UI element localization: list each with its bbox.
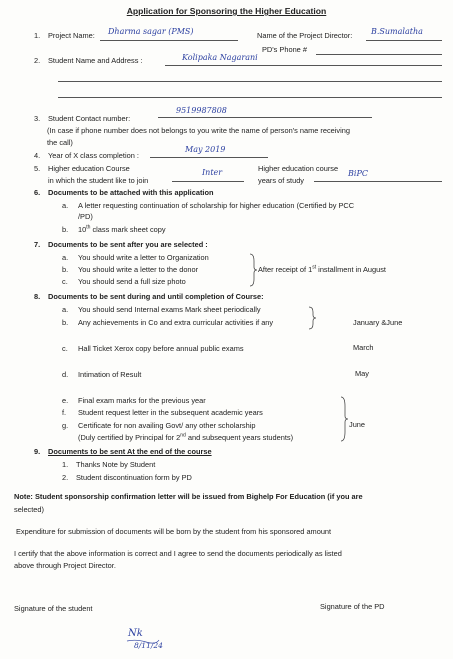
q6-b-letter: b. [62,225,69,234]
certify-line2: above through Project Director. [14,561,116,570]
course-value: Inter [202,168,223,177]
q8-ab-when: January &June [353,318,403,327]
q8-d-when: May [355,369,369,378]
note-line1: Note: Student sponsorship confirmation letter will be issued from Bighelp For Education (if you are [14,492,363,501]
q8-efg-when: June [349,420,366,429]
certify-line1: I certify that the above information is correct and I agree to send the documents periodically as listed [14,549,342,558]
years-of-study-value: BiPC [348,169,368,178]
pd-phone-label: PD's Phone # [262,45,307,54]
q8-e-letter: e. [62,396,69,405]
x-class-year-line [150,157,268,158]
q3-note-line2: the call) [47,138,73,147]
q8-a-text: You should send Internal exams Mark sheet periodically [78,305,261,314]
q9-1-text: Thanks Note by Student [76,460,156,469]
years-of-study-line [314,181,442,182]
pd-phone-line [316,54,442,55]
q9-number: 9. [34,447,41,456]
address-line-2 [58,81,442,82]
q8-f-text: Student request letter in the subsequent academic years [78,408,263,417]
q5-label3: Higher education course [258,164,339,173]
q9-2-text: Student discontinuation form by PD [76,473,192,482]
q6-heading: Documents to be attached with this application [48,188,214,197]
director-value: B.Sumalatha [371,27,423,36]
q7-c-text: You should send a full size photo [78,277,186,286]
note-line2: selected) [14,505,44,514]
project-name-line [100,40,238,41]
q5-label4: years of study [258,176,305,185]
q5-label1: Higher education Course [48,164,130,173]
q8-d-letter: d. [62,370,69,379]
q7-number: 7. [34,240,41,249]
q4-label: Year of X class completion : [48,151,139,160]
q8-e-text: Final exam marks for the previous year [78,396,206,405]
q7-b-text: You should write a letter to the donor [78,265,199,274]
q3-note-line1: (In case if phone number does not belongs to you write the name of person's name receiving [47,126,350,135]
q1-number: 1. [34,31,41,40]
address-line-1 [165,65,442,66]
address-line-3 [58,97,442,98]
q7-c-letter: c. [62,277,68,286]
q9-2-number: 2. [62,473,69,482]
signature-underline [126,638,160,644]
q5-label2: in which the student like to join [48,176,149,185]
student-signature-initials: Nk [128,628,143,639]
q8-c-text: Hall Ticket Xerox copy before annual public exams [78,344,244,353]
q6-a-text: A letter requesting continuation of scholarship for higher education (Certified by PCC [78,201,355,210]
q8-efg-brace [340,396,348,442]
q6-b-text: 10th class mark sheet copy [78,224,166,234]
q2-number: 2. [34,56,41,65]
q7-b-letter: b. [62,265,69,274]
q6-a-text-cont: /PD) [78,212,93,221]
expenditure-text: Expenditure for submission of documents will be born by the student from his sponsored amount [16,527,332,536]
q6-a-letter: a. [62,201,69,210]
q8-g-text: Certificate for non availing Govt/ any other scholarship [78,421,256,430]
q8-c-letter: c. [62,344,68,353]
director-line [366,40,442,41]
x-class-year-value: May 2019 [185,145,226,154]
q8-g-text-cont: (Duly certified by Principal for 2nd and subsequent years students) [78,432,294,442]
signature-student-label: Signature of the student [14,604,93,613]
q7-heading: Documents to be sent after you are selected : [48,240,208,249]
q9-heading: Documents to be sent At the end of the course [48,447,212,456]
q8-b-letter: b. [62,318,69,327]
q8-number: 8. [34,292,41,301]
course-line [172,181,244,182]
q8-a-letter: a. [62,305,69,314]
q8-heading: Documents to be sent during and until completion of Course: [48,292,264,301]
q8-f-letter: f. [62,408,67,417]
contact-line [158,117,372,118]
q6-number: 6. [34,188,41,197]
student-name-value: Kolipaka Nagarani [182,53,258,62]
q8-ab-brace [308,306,316,330]
q8-c-when: March [353,343,374,352]
q2-label: Student Name and Address : [48,56,143,65]
q7-note: After receipt of 1st installment in August [258,264,386,274]
q7-brace [249,253,257,287]
form-title: Application for Sponsoring the Higher Education [126,6,327,16]
q7-a-text: You should write a letter to Organization [78,253,209,262]
q7-a-letter: a. [62,253,69,262]
student-signature-date: 8/11/24 [134,641,163,650]
contact-number-value: 9519987808 [176,106,227,115]
q8-b-text: Any achievements in Co and extra curricular activities if any [78,318,274,327]
q8-g-letter: g. [62,421,69,430]
director-label: Name of the Project Director: [257,31,353,40]
q1-label: Project Name: [48,31,95,40]
q9-1-number: 1. [62,460,69,469]
signature-pd-label: Signature of the PD [320,602,385,611]
q8-d-text: Intimation of Result [78,370,142,379]
q3-label: Student Contact number: [48,114,131,123]
q5-number: 5. [34,164,41,173]
q3-number: 3. [34,114,41,123]
q4-number: 4. [34,151,41,160]
project-name-value: Dharma sagar (PMS) [108,27,194,36]
